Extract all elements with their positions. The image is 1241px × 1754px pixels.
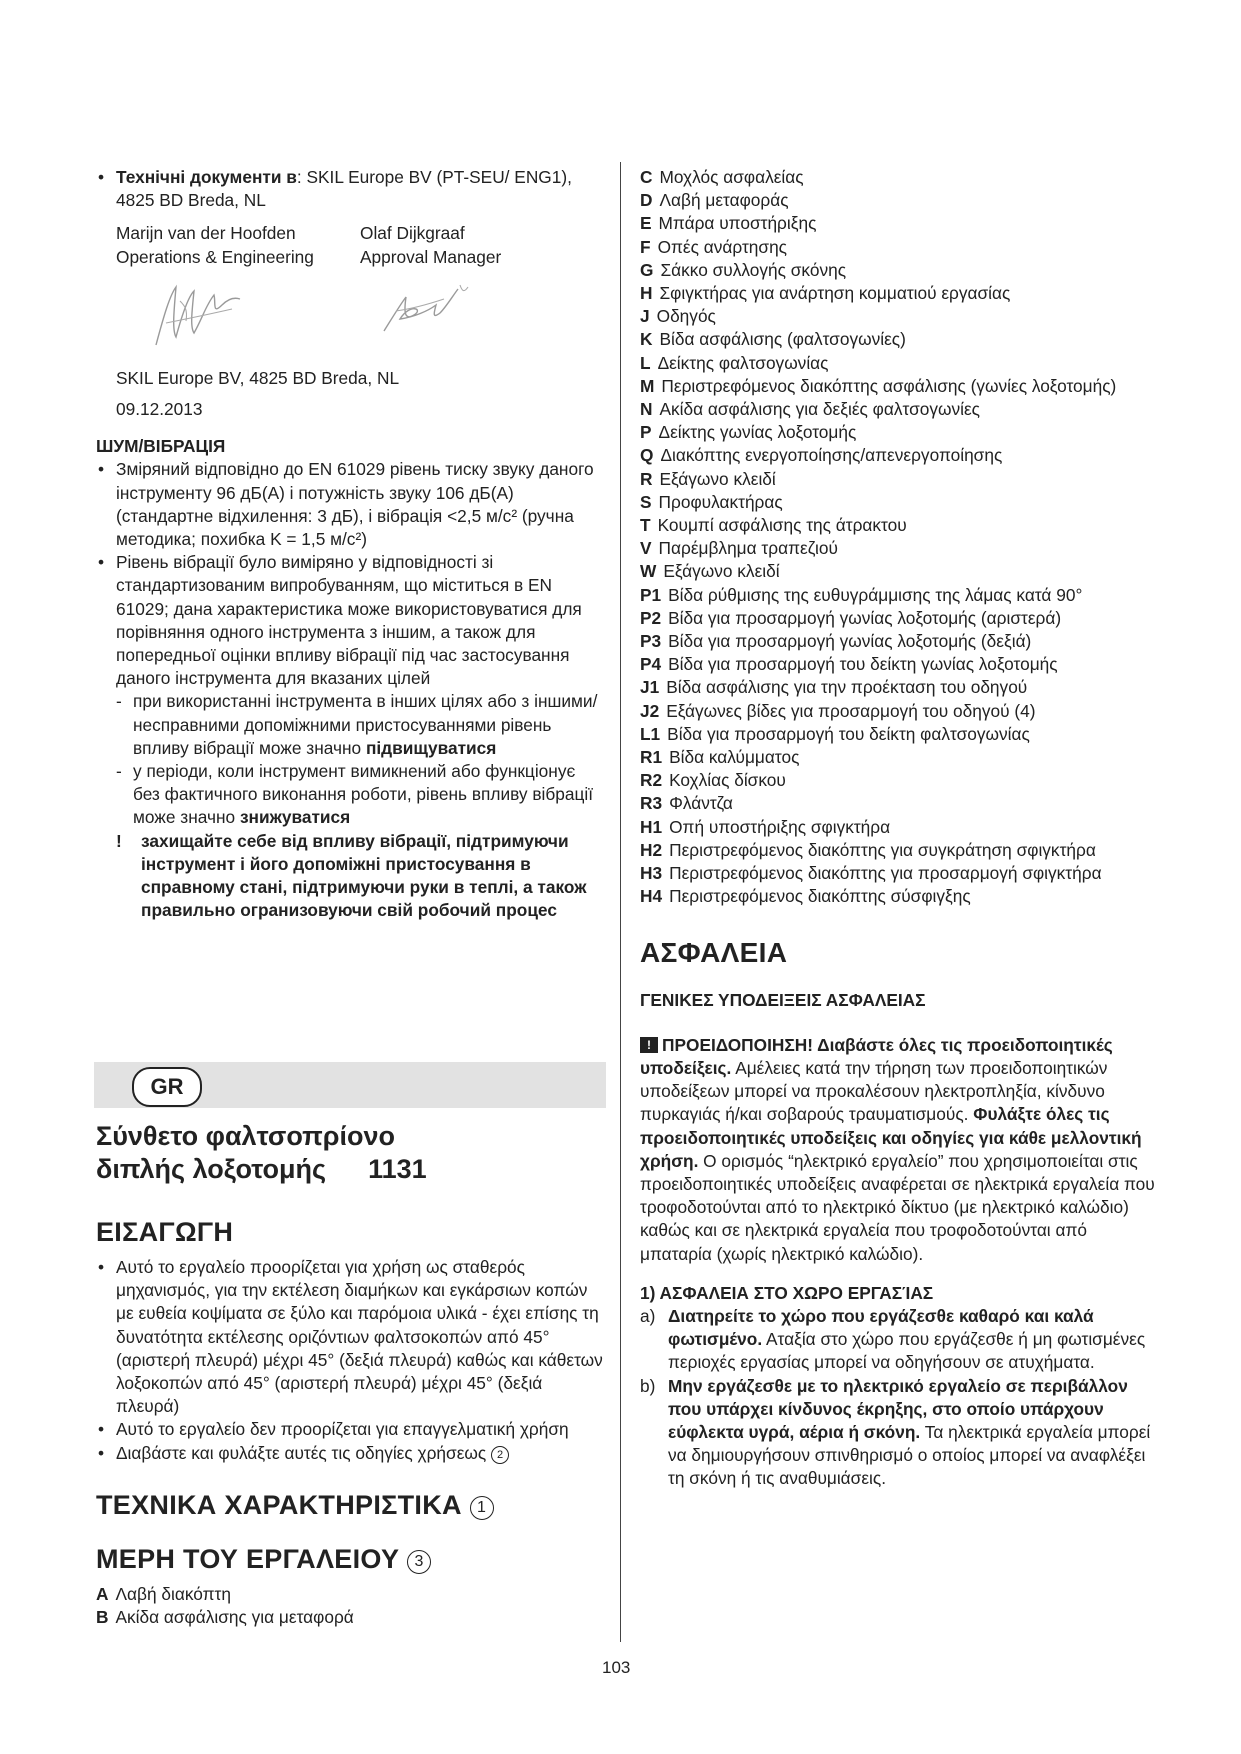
part-item: J2 Εξάγωνες βίδες για προσαρμογή του οδηγού (4) <box>640 700 1036 721</box>
part-item: P Δείκτης γωνίας λοξοτομής <box>640 422 857 443</box>
signer2-role: Approval Manager <box>360 246 502 267</box>
part-item: C Μοχλός ασφαλείας <box>640 167 804 187</box>
left-column <box>96 166 604 922</box>
safety-heading: ΑΣΦΑΛΕΙΑ <box>640 936 788 968</box>
model-number: 1131 <box>368 1154 427 1184</box>
part-item: V Παρέμβλημα τραπεζιού <box>640 538 838 559</box>
intro-bullet-1: • Αυτό το εργαλείο προορίζεται για χρήση ως σταθερός μηχανισμός, για την εκτέλεση διαμήκων και εγκάρσιων κοπών με ευθεία κοψίματα σε ξύλο και παρόμοια υλικά - έχει επίσης τη δυνατότητα εκτέλεσης οριζόντιων φαλτσοκοπών από 45° (αριστερή πλευρά) μέχρι 45° (δεξιά πλευρά) καθώς και κάθετων λοξοκοπών από 45° (αριστερή πλευρά) μέχρι 45° (δεξιά πλευρά) <box>96 1256 606 1418</box>
part-item: P3 Βίδα για προσαρμογή γωνίας λοξοτομής (δεξιά) <box>640 631 1032 652</box>
part-item: E Μπάρα υποστήριξης <box>640 213 817 234</box>
address: SKIL Europe BV, 4825 BD Breda, NL <box>116 367 400 388</box>
noise-warning: ! захищайте себе від впливу вібрації, підтримуючи інструмент і його допоміжні пристосування в справному стані, підтримуючи руки в теплі, а також правильно огранизовуючи свій робочий процес <box>96 830 604 923</box>
tech-docs-text: : SKIL Europe BV (PT-SEU/ ENG1), 4825 BD Breda, NL <box>116 167 572 211</box>
column-divider <box>620 162 621 1642</box>
part-item: P2 Βίδα για προσαρμογή γωνίας λοξοτομής (αριστερά) <box>640 607 1062 628</box>
parts-heading: ΜΕΡΗ ΤΟΥ ΕΡΓΑΛΕΙΟΥ 3 <box>96 1543 606 1575</box>
specs-heading: ΤΕΧΝΙΚΑ ΧΑΡΑΚΤΗΡΙΣΤΙΚΑ 1 <box>96 1489 606 1521</box>
tech-docs-label: Технічні документи в <box>116 167 297 187</box>
part-item: K Βίδα ασφάλισης (φαλτσογωνίες) <box>640 329 906 350</box>
intro-bullet-3: • Διαβάστε και φυλάξτε αυτές τις οδηγίες χρήσεως 2 <box>96 1442 606 1465</box>
figure-ref-icon: 2 <box>491 1446 509 1464</box>
right-column <box>640 166 1155 1491</box>
signatures <box>96 275 604 365</box>
parts-list-left <box>96 1583 606 1629</box>
part-item: H Σφιγκτήρας για ανάρτηση κομματιού εργασίας <box>640 283 1011 304</box>
part-item: R Εξάγωνο κλειδί <box>640 468 776 489</box>
part-item: M Περιστρεφόμενος διακόπτης ασφάλισης (γωνίες λοξοτομής) <box>640 375 1117 396</box>
date: 09.12.2013 <box>116 399 203 420</box>
part-item: H2 Περιστρεφόμενος διακόπτης για συγκράτηση σφιγκτήρα <box>640 839 1096 860</box>
part-item: J1 Βίδα ασφάλισης για την προέκταση του οδηγού <box>640 677 1028 698</box>
part-item: W Εξάγωνο κλειδί <box>640 561 780 582</box>
intro-bullet-2: • Αυτό το εργαλείο δεν προορίζεται για επαγγελματική χρήση <box>96 1418 606 1441</box>
part-item: R3 Φλάντζα <box>640 793 733 814</box>
signer1-name: Marijn van der Hoofden <box>116 223 296 244</box>
warning-icon: ! <box>640 1037 658 1053</box>
signer1-role: Operations & Engineering <box>116 246 314 267</box>
work-area-item-a: a) Διατηρείτε το χώρο που εργάζεσθε καθαρό και καλά φωτισμένο. Αταξία στο χώρο που εργάζεσθε ή μη φωτισμένες περιοχές εργασίας μπορεί να οδηγήσουν σε ατυχήματα. <box>640 1305 1146 1373</box>
tech-docs-item <box>96 166 604 212</box>
part-item: R1 Βίδα καλύμματος <box>640 747 800 768</box>
page-number: 103 <box>602 1658 631 1677</box>
part-item: R2 Κοχλίας δίσκου <box>640 770 786 791</box>
language-band <box>94 1062 606 1108</box>
part-item: Q Διακόπτης ενεργοποίησης/απενεργοποίησης <box>640 445 1003 466</box>
noise-dash-1: - при використанні інструмента в інших цілях або з іншими/несправними допоміжними пристосуваннями рівень впливу вібрації може значно підвищуватися <box>96 690 604 760</box>
part-item: G Σάκκο συλλογής σκόνης <box>640 259 847 280</box>
signer2-name: Olaf Dijkgraaf <box>360 223 465 244</box>
language-badge: GR <box>132 1067 202 1107</box>
part-item: D Λαβή μεταφοράς <box>640 190 789 211</box>
noise-heading: ШУМ/ВІБРАЦІЯ <box>96 436 226 457</box>
part-item: J Οδηγός <box>640 306 716 327</box>
part-item: N Ακίδα ασφάλισης για δεξιές φαλτσογωνίες <box>640 399 980 420</box>
part-item: A Λαβή διακόπτη <box>96 1583 231 1604</box>
figure-ref-icon: 3 <box>407 1550 431 1574</box>
product-title: Σύνθετο φαλτσοπρίονο διπλής λοξοτομής 1131 <box>96 1121 427 1184</box>
part-item: H3 Περιστρεφόμενος διακόπτης για προσαρμογή σφιγκτήρα <box>640 863 1102 884</box>
figure-ref-icon: 1 <box>470 1496 494 1520</box>
left-column-lower <box>96 1120 606 1629</box>
work-area-heading: 1) ΑΣΦΑΛΕΙΑ ΣΤΟ ΧΩΡΟ ΕΡΓΑΣΊΑΣ <box>640 1282 934 1303</box>
noise-dash-2: - у періоди, коли інструмент вимикнений або функціонує без фактичного виконання роботи, рівень впливу вібрації може значно знижуватися <box>96 760 604 830</box>
part-item: P1 Βίδα ρύθμισης της ευθυγράμμισης της λάμας κατά 90° <box>640 584 1083 605</box>
signature-1-icon <box>136 275 256 355</box>
part-item: H4 Περιστρεφόμενος διακόπτης σύσφιγξης <box>640 886 971 907</box>
general-safety-heading: ΓΕΝΙΚΕΣ ΥΠΟΔΕΙΞΕΙΣ ΑΣΦΑΛΕΙΑΣ <box>640 989 926 1010</box>
part-item: F Οπές ανάρτησης <box>640 236 788 257</box>
parts-list-right <box>640 166 1155 909</box>
noise-bullet-1: • Зміряний відповідно до EN 61029 рівень тиску звуку даного інструменту 96 дБ(A) і потужність звуку 106 дБ(A) (стандартне відхилення: 3 дБ), і вібрація <2,5 м/с² (ручна методика; похибка K = 1,5 м/с²) <box>96 458 604 551</box>
part-item: T Κουμπί ασφάλισης της άτρακτου <box>640 515 907 536</box>
part-item: P4 Βίδα για προσαρμογή του δείκτη γωνίας λοξοτομής <box>640 654 1058 675</box>
general-warning: ! ΠΡΟΕΙΔΟΠΟΙΗΣΗ! Διαβάστε όλες τις προειδοποιητικές υποδείξεις. Αμέλειες κατά την τήρηση των προειδοποιητικών υποδείξεων μπορεί να προκαλέσουν ηλεκτροπληξία, κίνδυνο πυρκαγιάς ή/και σοβαρούς τραυματισμούς. Φυλάξτε όλες τις προειδοποιητικές υποδείξεις και οδηγίες για κάθε μελλοντική χρήση. Ο ορισμός “ηλεκτρικό εργαλείο” που χρησιμοποιείται στις προειδοποιητικές υποδείξεις αναφέρεται σε ηλεκτρικά εργαλεία που τροφοδοτούνται από το ηλεκτρικό δίκτυο (με ηλεκτρικό καλώδιο) καθώς και σε ηλεκτρικά εργαλεία που τροφοδοτούνται από μπαταρία (χωρίς ηλεκτρικό καλώδιο). <box>640 1034 1155 1264</box>
signature-2-icon <box>370 275 480 345</box>
part-item: B Ακίδα ασφάλισης για μεταφορά <box>96 1607 354 1628</box>
part-item: H1 Οπή υποστήριξης σφιγκτήρα <box>640 816 891 837</box>
signers <box>96 222 604 268</box>
part-item: S Προφυλακτήρας <box>640 491 783 512</box>
intro-heading: ΕΙΣΑΓΩΓΗ <box>96 1217 234 1247</box>
part-item: L1 Βίδα για προσαρμογή του δείκτη φαλτσογωνίας <box>640 723 1030 744</box>
work-area-item-b: b) Μην εργάζεσθε με το ηλεκτρικό εργαλείο σε περιβάλλον που υπάρχει κίνδυνος έκρηξης, στο οποίο υπάρχουν εύφλεκτα υγρά, αέρια ή σκόνη. Τα ηλεκτρικά εργαλεία μπορεί να δημιουργήσουν σπινθηρισμό ο οποίος μπορεί να αναφλέξει τη σκόνη ή τις αναθυμιάσεις. <box>640 1375 1151 1489</box>
part-item: L Δείκτης φαλτσογωνίας <box>640 352 829 373</box>
noise-bullet-2: • Рівень вібрації було виміряно у відповідності зі стандартизованим випробуванням, що міститься в EN 61029; дана характеристика може використовуватися для порівняння одного інструмента з іншим, а також для попередньої оцінки впливу вібрації під час застосування даного інструмента для вказаних цілей <box>96 551 604 690</box>
